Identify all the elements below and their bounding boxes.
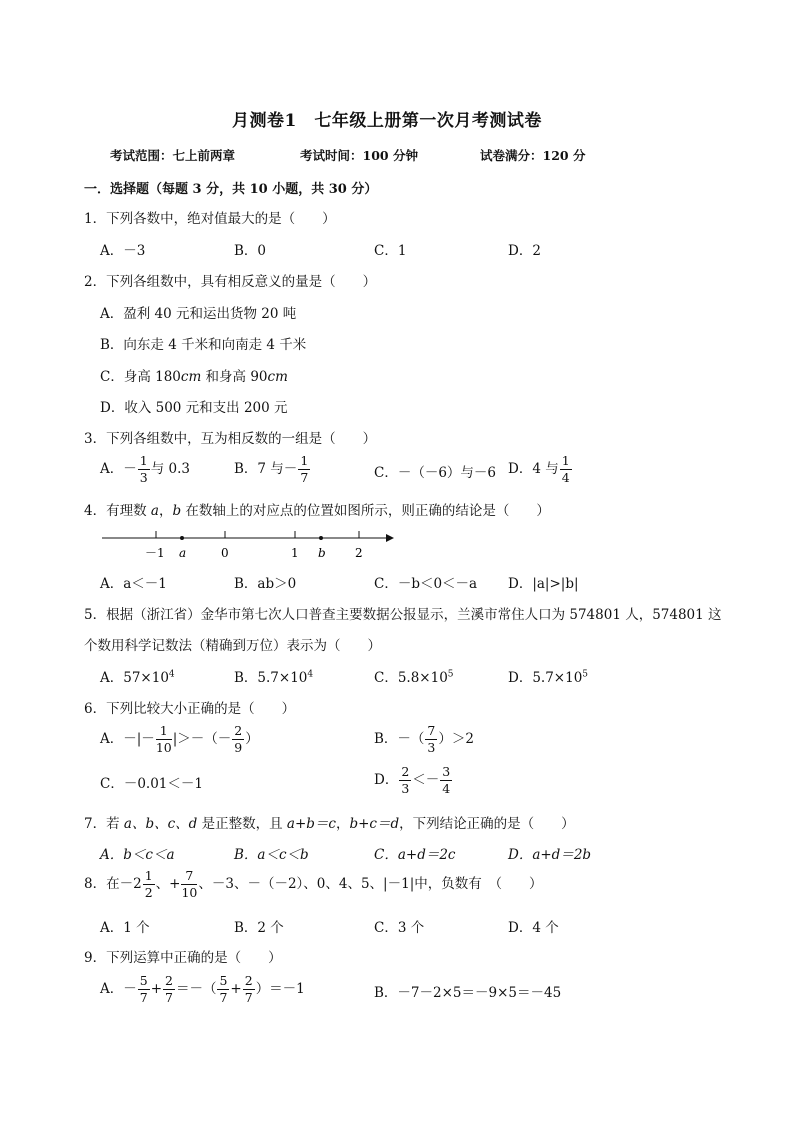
q8-option-a: A．1 个 bbox=[100, 920, 150, 936]
exam-time: 考试时间：100 分钟 bbox=[300, 148, 418, 163]
q3-option-d: D．4 与 $\frac{1}{4}$ bbox=[508, 453, 570, 485]
label-minus-1: －1 bbox=[145, 546, 165, 560]
label-b: b bbox=[318, 546, 326, 560]
q1-option-b: B．0 bbox=[234, 243, 267, 259]
question-6-stem: 6．下列比较大小正确的是（ ） bbox=[84, 701, 296, 717]
question-4-stem: 4．有理数 a，b 在数轴上的对应点的位置如图所示，则正确的结论是（ ） bbox=[84, 503, 550, 519]
q1-option-c: C．1 bbox=[374, 243, 407, 259]
q8-option-b: B．2 个 bbox=[234, 920, 284, 936]
q4-option-c: C．－b＜0＜－a bbox=[374, 576, 478, 592]
q2-option-c: C．身高 180cm 和身高 90cm bbox=[100, 369, 288, 385]
arrow-icon bbox=[386, 534, 394, 542]
question-3-stem: 3．下列各组数中，互为相反数的一组是（ ） bbox=[84, 431, 377, 447]
q7-option-a: A．b＜c＜a bbox=[100, 847, 175, 863]
question-5-line-1: 5．根据（浙江省）金华市第七次人口普查主要数据公报显示，兰溪市常住人口为 574801 人，574801 这 bbox=[84, 607, 722, 623]
q7-option-b: B．a＜c＜b bbox=[234, 847, 309, 863]
q9-option-b: B．－7－2×5＝－9×5＝－45 bbox=[374, 985, 562, 1001]
q4-option-d: D．|a|>|b| bbox=[508, 576, 579, 592]
question-7-stem: 7．若 a、b、c、d 是正整数，且 a+b＝c，b+c＝d，下列结论正确的是（ ） bbox=[84, 816, 575, 832]
q5-option-b: B．$5.7\times 10^4$ bbox=[234, 669, 314, 686]
point-a bbox=[180, 536, 184, 540]
section-heading: 一．选择题（每题 3 分，共 10 小题，共 30 分） bbox=[84, 182, 378, 197]
q3-option-a: A．－ $\frac{1}{3}$ 与 0.3 bbox=[100, 453, 190, 485]
q5-option-c: C．$5.8\times 10^5$ bbox=[374, 669, 454, 686]
exam-score: 试卷满分：120 分 bbox=[480, 148, 586, 163]
label-2: 2 bbox=[355, 546, 363, 560]
q5-option-d: D．$5.7\times 10^5$ bbox=[508, 669, 589, 686]
q2-option-b: B．向东走 4 千米和向南走 4 千米 bbox=[100, 337, 307, 353]
q3-option-c: C．－（－6）与－6 bbox=[374, 465, 497, 481]
number-line-figure bbox=[98, 526, 398, 564]
q9-option-a: A．－ $\frac{5}{7}$ + $\frac{2}{7}$ ＝－（ $\frac{5}{7}$ + $\frac{2}{7}$ ）＝－1 bbox=[100, 973, 305, 1005]
q3-option-b: B．7 与－ $\frac{1}{7}$ bbox=[234, 453, 309, 485]
q7-option-d: D．a+d＝2b bbox=[508, 847, 592, 863]
q5-option-a: A．$57\times 10^4$ bbox=[100, 669, 175, 686]
question-9-stem: 9．下列运算中正确的是（ ） bbox=[84, 950, 282, 966]
question-5-line-2: 个数用科学记数法（精确到万位）表示为（ ） bbox=[84, 638, 381, 654]
q2-option-a: A．盈利 40 元和运出货物 20 吨 bbox=[100, 306, 297, 322]
q1-option-d: D．2 bbox=[508, 243, 541, 259]
page-title: 月测卷1 七年级上册第一次月考测试卷 bbox=[232, 111, 542, 131]
question-8-stem: 8．在－2 $\frac{1}{2}$ 、+ $\frac{7}{10}$ 、－3、－（－2）、0、4、5、|－1|中，负数有 （ ） bbox=[84, 868, 543, 900]
question-2-stem: 2．下列各组数中，具有相反意义的量是（ ） bbox=[84, 274, 377, 290]
q6-option-b: B．－（ $\frac{7}{3}$ ）＞2 bbox=[374, 723, 474, 755]
q2-option-d: D．收入 500 元和支出 200 元 bbox=[100, 400, 288, 416]
point-b bbox=[319, 536, 323, 540]
question-1-stem: 1．下列各数中，绝对值最大的是（ ） bbox=[84, 211, 336, 227]
label-a: a bbox=[179, 546, 187, 560]
q4-option-a: A．a＜－1 bbox=[100, 576, 167, 592]
label-1: 1 bbox=[291, 546, 299, 560]
label-0: 0 bbox=[221, 546, 229, 560]
q8-option-d: D．4 个 bbox=[508, 920, 559, 936]
q8-option-c: C．3 个 bbox=[374, 920, 425, 936]
q4-option-b: B．ab＞0 bbox=[234, 576, 297, 592]
q1-option-a: A．－3 bbox=[100, 243, 146, 259]
exam-scope: 考试范围：七上前两章 bbox=[110, 148, 236, 163]
q6-option-c: C．－0.01＜－1 bbox=[100, 776, 203, 792]
q7-option-c: C．a+d＝2c bbox=[374, 847, 456, 863]
q6-option-d: D． $\frac{2}{3}$ ＜－ $\frac{3}{4}$ bbox=[374, 764, 451, 796]
q6-option-a: A．－|－ $\frac{1}{10}$ |＞－（－ $\frac{2}{9}$ ） bbox=[100, 723, 259, 755]
